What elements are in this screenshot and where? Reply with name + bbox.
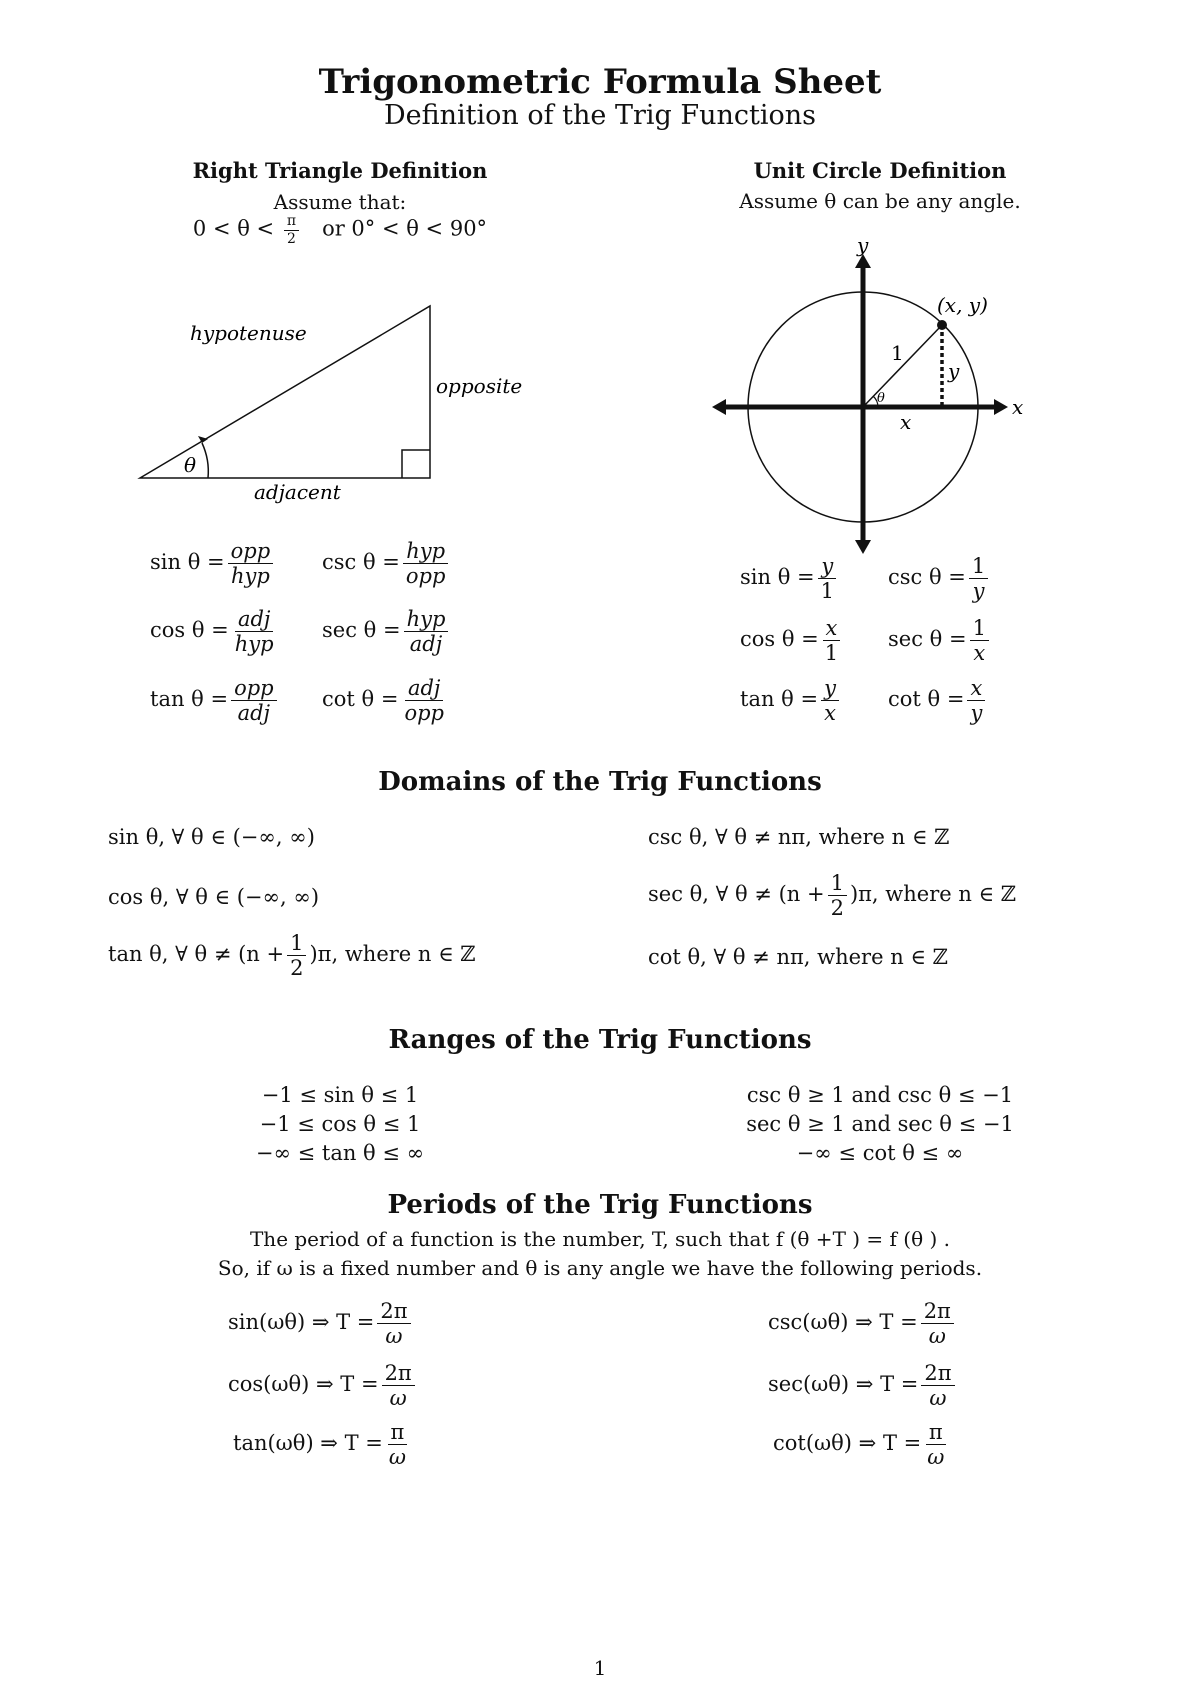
theta-label: θ <box>184 453 197 477</box>
period-cos: cos(ωθ) ⇒ T = $\frac{2\pi}{\omega}$ <box>228 1362 418 1409</box>
y-axis-label: y <box>857 236 869 257</box>
domain-sec: sec θ, ∀ θ ≠ (n + $\frac{1}{2}$ )π, where n ∈ ℤ <box>648 871 1017 921</box>
uc-formula-tan: tan θ = $\frac{y}{x}$ <box>740 677 842 724</box>
range-tan: −∞ ≤ tan θ ≤ ∞ <box>255 1141 425 1165</box>
angle-arc <box>202 443 208 478</box>
ranges-heading: Ranges of the Trig Functions <box>388 1025 812 1055</box>
range-cos: −1 ≤ cos θ ≤ 1 <box>259 1112 421 1136</box>
periods-line-2: So, if ω is a fixed number and θ is any angle we have the following periods. <box>217 1256 983 1280</box>
page-subtitle: Definition of the Trig Functions <box>383 100 817 131</box>
uc-formula-sin: sin θ = $\frac{y}{1}$ <box>740 555 840 602</box>
point-marker <box>937 320 947 330</box>
condition-part-a: 0 < θ < <box>192 216 275 241</box>
domain-csc: csc θ, ∀ θ ≠ nπ, where n ∈ ℤ <box>648 825 950 849</box>
right-angle-marker <box>402 450 430 478</box>
uc-formula-sec: sec θ = $\frac{1}{x}$ <box>888 617 992 664</box>
condition-part-b: or 0° < θ < 90° <box>322 216 488 241</box>
unit-circle-diagram <box>700 236 1040 556</box>
periods-line-1: The period of a function is the number, T, such that f (θ +T ) = f (θ ) . <box>249 1227 951 1251</box>
rt-formula-sin: sin θ = $\frac{\text{opp}}{\text{hyp}}$ <box>150 540 276 587</box>
uc-formula-csc: csc θ = $\frac{1}{y}$ <box>888 555 991 602</box>
right-triangle-condition <box>150 214 530 246</box>
period-cot: cot(ωθ) ⇒ T = $\frac{\pi}{\omega}$ <box>773 1420 945 1470</box>
fraction-denominator: 2 <box>286 230 296 247</box>
domain-cos: cos θ, ∀ θ ∈ (−∞, ∞) <box>108 885 320 909</box>
x-leg-label: x <box>900 410 912 434</box>
right-triangle-assume: Assume that: <box>273 190 407 214</box>
adjacent-label: adjacent <box>254 480 341 504</box>
page-number: 1 <box>593 1656 607 1680</box>
rt-formula-sec: sec θ = $\frac{\text{hyp}}{\text{adj}}$ <box>322 608 451 655</box>
radius-label: 1 <box>891 341 904 365</box>
rt-formula-cos: cos θ = $\frac{\text{adj}}{\text{hyp}}$ <box>150 607 274 657</box>
period-sin: sin(ωθ) ⇒ T = $\frac{2\pi}{\omega}$ <box>228 1300 414 1347</box>
y-axis-arrow-down <box>855 540 871 554</box>
fraction-numerator: π <box>284 214 299 231</box>
right-triangle-diagram <box>120 290 540 510</box>
theta-small-label: θ <box>877 391 885 406</box>
domain-sin: sin θ, ∀ θ ∈ (−∞, ∞) <box>108 825 315 849</box>
y-leg-label: y <box>948 359 960 383</box>
page-title: Trigonometric Formula Sheet <box>318 62 882 102</box>
uc-formula-cos: cos θ = $\frac{x}{1}$ <box>740 617 844 664</box>
period-csc: csc(ωθ) ⇒ T = $\frac{2\pi}{\omega}$ <box>768 1300 957 1347</box>
rt-formula-tan: tan θ = $\frac{\text{opp}}{\text{adj}}$ <box>150 677 280 724</box>
range-csc: csc θ ≥ 1 and csc θ ≤ −1 <box>746 1083 1014 1107</box>
pi-over-two-fraction <box>284 214 299 246</box>
domains-heading: Domains of the Trig Functions <box>378 767 822 797</box>
periods-heading: Periods of the Trig Functions <box>387 1190 813 1220</box>
right-triangle-heading: Right Triangle Definition <box>192 158 488 183</box>
period-tan: tan(ωθ) ⇒ T = $\frac{\pi}{\omega}$ <box>233 1420 406 1470</box>
x-axis-arrow-right <box>994 399 1008 415</box>
radius-line <box>863 325 942 407</box>
rt-formula-cot: cot θ = $\frac{\text{adj}}{\text{opp}}$ <box>322 676 444 726</box>
hypotenuse-label: hypotenuse <box>190 321 307 345</box>
range-sec: sec θ ≥ 1 and sec θ ≤ −1 <box>746 1112 1014 1136</box>
opposite-label: opposite <box>436 374 523 398</box>
uc-formula-cot: cot θ = $\frac{x}{y}$ <box>888 677 988 724</box>
rt-formula-csc: csc θ = $\frac{\text{hyp}}{\text{opp}}$ <box>322 540 451 587</box>
period-sec: sec(ωθ) ⇒ T = $\frac{2\pi}{\omega}$ <box>768 1362 958 1409</box>
x-axis-label: x <box>1012 395 1024 419</box>
x-axis-arrow-left <box>712 399 726 415</box>
range-cot: −∞ ≤ cot θ ≤ ∞ <box>796 1141 964 1165</box>
range-sin: −1 ≤ sin θ ≤ 1 <box>261 1083 419 1107</box>
domain-cot: cot θ, ∀ θ ≠ nπ, where n ∈ ℤ <box>648 945 948 969</box>
unit-circle-assume: Assume θ can be any angle. <box>739 189 1021 213</box>
unit-circle-heading: Unit Circle Definition <box>753 158 1007 183</box>
domain-tan: tan θ, ∀ θ ≠ (n + $\frac{1}{2}$ )π, where n ∈ ℤ <box>108 931 476 981</box>
point-label: (x, y) <box>937 293 988 317</box>
